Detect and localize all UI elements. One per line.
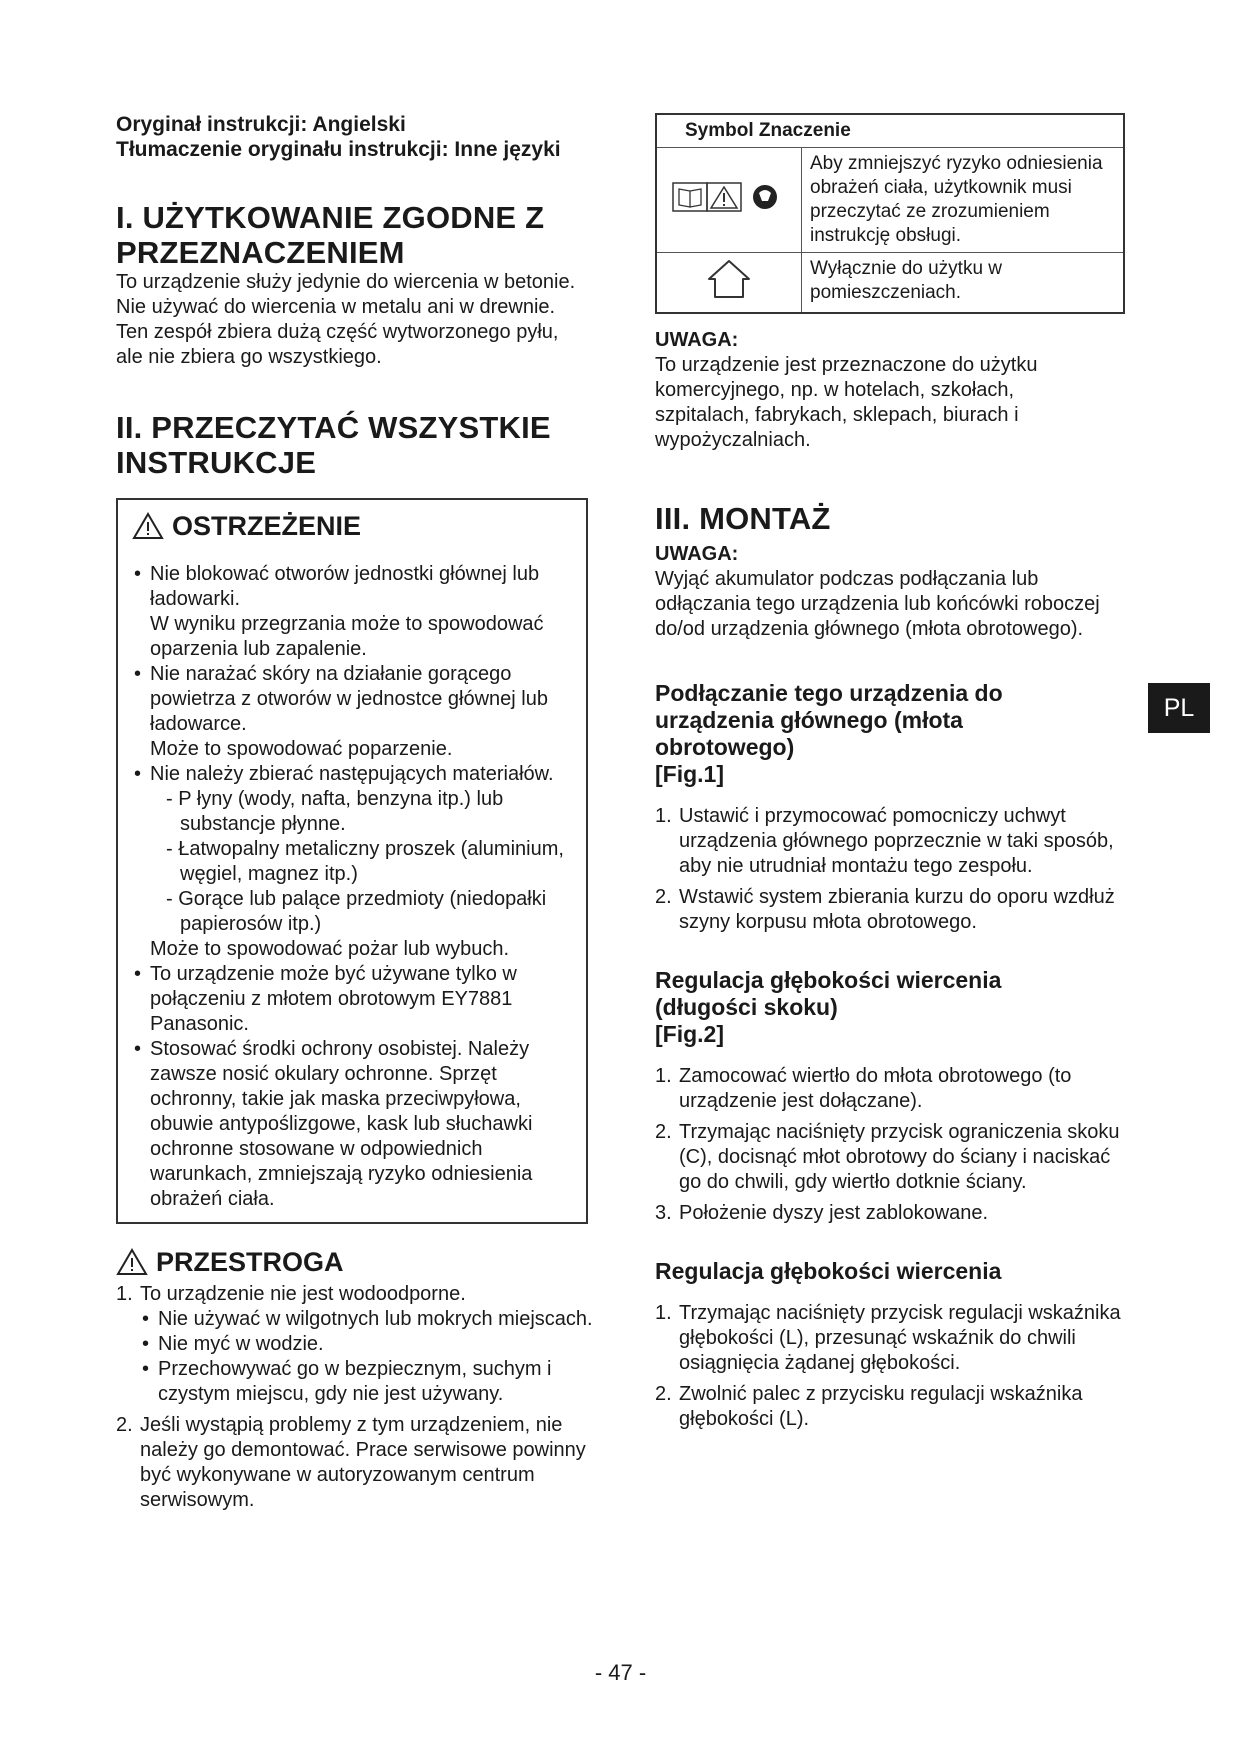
note-1-title: UWAGA: xyxy=(655,329,739,351)
subsection-2-title: Regulacja głębokości wiercenia (długości skoku) xyxy=(655,967,1002,1020)
symbol-table xyxy=(655,113,1125,314)
subsection-2-fig: [Fig.2] xyxy=(655,1021,724,1047)
list-item: 2. Jeśli wystąpią problemy z tym urządzeniem, nie należy go demontować. Prace serwisowe powinny być wykonywane w autoryzowanym centrum serwisowym. xyxy=(116,1414,586,1511)
sub-list-item: • Nie używać w wilgotnych lub mokrych miejscach. xyxy=(140,1307,596,1332)
list-item: 2. Wstawić system zbierania kurzu do oporu wzdłuż szyny korpusu młota obrotowego. xyxy=(655,886,1115,933)
list-item: 2. Trzymając naciśnięty przycisk ograniczenia skoku (C), docisnąć młot obrotowy do ściany i naciskać go do chwili, gdy wiertło dotknie ściany. xyxy=(655,1121,1120,1193)
caution-triangle-icon xyxy=(116,1248,148,1276)
symbol-column-header: Symbol xyxy=(685,120,754,141)
read-manual-symbol-icon xyxy=(669,177,789,217)
list-item: • Stosować środki ochrony osobistej. Należy zawsze nosić okulary ochronne. Sprzęt ochronny, takie jak maska przeciwpyłowa, obuwie antypoślizgowe, kask lub słuchawki ochronne stosowane w odpowiednich warunkach, zmniejszają ryzyko odniesienia obrażeń ciała. xyxy=(132,1037,572,1212)
table-row xyxy=(656,253,1124,314)
section-3-title: III. MONTAŻ xyxy=(655,501,831,536)
original-language: Oryginał instrukcji: Angielski xyxy=(116,113,406,136)
right-column xyxy=(655,113,1135,1438)
warning-list xyxy=(132,562,572,1212)
table-row xyxy=(656,148,1124,253)
dash-item: - Łatwopalny metaliczny proszek (aluminium, węgiel, magnez itp.) xyxy=(166,838,564,885)
meaning-column-header: Znaczenie xyxy=(758,120,851,141)
indoor-use-house-icon xyxy=(705,257,753,301)
language-tab: PL xyxy=(1148,683,1210,733)
table-header-row xyxy=(656,114,1124,148)
left-column xyxy=(116,112,596,1519)
dash-item: - Gorące lub palące przedmioty (niedopałki papierosów itp.) xyxy=(166,888,547,935)
subsection-3-steps xyxy=(655,1301,1135,1432)
warning-triangle-icon xyxy=(132,512,164,540)
warning-box xyxy=(116,498,588,1224)
list-item: 2. Zwolnić palec z przycisku regulacji wskaźnika głębokości (L). xyxy=(655,1383,1083,1430)
section-1-text: To urządzenie służy jedynie do wiercenia w betonie. Nie używać do wiercenia w metalu ani w drewnie. Ten zespół zbiera dużą część wytworzonego pyłu, ale nie zbiera go wszystkiego. xyxy=(116,271,576,368)
subsection-2-steps xyxy=(655,1064,1135,1226)
dash-item: - P łyny (wody, nafta, benzyna itp.) lub substancje płynne. xyxy=(166,788,504,835)
note-2-title: UWAGA: xyxy=(655,543,739,565)
list-item: 1. To urządzenie nie jest wodoodporne. • Nie używać w wilgotnych lub mokrych miejscach. • Nie myć w wodzie. • Przechowywać go w bezpiecznym, suchym i czystym miejscu, gdy nie jest używany. xyxy=(116,1282,596,1407)
subsection-1-steps xyxy=(655,804,1135,935)
list-item: 3. Położenie dyszy jest zablokowane. xyxy=(655,1202,989,1224)
list-item: • To urządzenie może być używane tylko w połączeniu z młotem obrotowym EY7881 Panasonic. xyxy=(132,962,572,1037)
page-number: - 47 - xyxy=(594,1660,647,1685)
subsection-1-title: Podłączanie tego urządzenia do urządzenia głównego (młota obrotowego) xyxy=(655,680,1003,760)
sub-list-item: • Nie myć w wodzie. xyxy=(140,1332,596,1357)
subsection-1-fig: [Fig.1] xyxy=(655,761,724,787)
list-item: • Nie blokować otworów jednostki głównej lub ładowarki. W wyniku przegrzania może to spowodować oparzenia lub zapalenie. xyxy=(132,562,572,662)
meaning-cell: Wyłącznie do użytku w pomieszczeniach. xyxy=(802,253,1125,314)
list-item: • Nie należy zbierać następujących materiałów. - P łyny (wody, nafta, benzyna itp.) lub substancje płynne. - Łatwopalny metaliczny proszek (aluminium, węgiel, magnez itp.) - Gorące lub palące przedmioty (niedopałki papierosów itp.) Może to spowodować pożar lub wybuch. xyxy=(132,762,572,962)
list-item: • Nie narażać skóry na działanie gorącego powietrza z otworów w jednostce głównej lub ładowarce. Może to spowodować poparzenie. xyxy=(132,662,572,762)
meaning-cell: Aby zmniejszyć ryzyko odniesienia obrażeń ciała, użytkownik musi przeczytać ze zrozumieniem instrukcję obsługi. xyxy=(802,148,1125,253)
list-item: 1. Trzymając naciśnięty przycisk regulacji wskaźnika głębokości (L), przesunąć wskaźnik do chwili osiągnięcia żądanej głębokości. xyxy=(655,1302,1121,1374)
list-item: 1. Zamocować wiertło do młota obrotowego (to urządzenie jest dołączane). xyxy=(655,1065,1072,1112)
sub-list-item: • Przechowywać go w bezpiecznym, suchym i czystym miejscu, gdy nie jest używany. xyxy=(140,1357,596,1407)
subsection-3-title: Regulacja głębokości wiercenia xyxy=(655,1258,1002,1284)
caution-title: PRZESTROGA xyxy=(156,1247,344,1277)
section-2-title: II. PRZECZYTAĆ WSZYSTKIE INSTRUKCJE xyxy=(116,410,551,480)
warning-heading xyxy=(132,510,572,542)
warning-title: OSTRZEŻENIE xyxy=(172,511,362,541)
translation-language: Tłumaczenie oryginału instrukcji: Inne języki xyxy=(116,138,561,161)
note-1-text: To urządzenie jest przeznaczone do użytku komercyjnego, np. w hotelach, szkołach, szpitalach, fabrykach, sklepach, biurach i wypożyczalniach. xyxy=(655,354,1038,451)
caution-heading xyxy=(116,1246,596,1278)
list-item: 1. Ustawić i przymocować pomocniczy uchwyt urządzenia głównego poprzecznie w taki sposób, aby nie utrudniał montażu tego zespołu. xyxy=(655,805,1114,877)
section-1-title: I. UŻYTKOWANIE ZGODNE Z PRZEZNACZENIEM xyxy=(116,200,545,270)
caution-list xyxy=(116,1282,596,1513)
note-2-text: Wyjąć akumulator podczas podłączania lub odłączania tego urządzenia lub końcówki roboczej do/od urządzenia głównego (młota obrotowego). xyxy=(655,568,1100,640)
